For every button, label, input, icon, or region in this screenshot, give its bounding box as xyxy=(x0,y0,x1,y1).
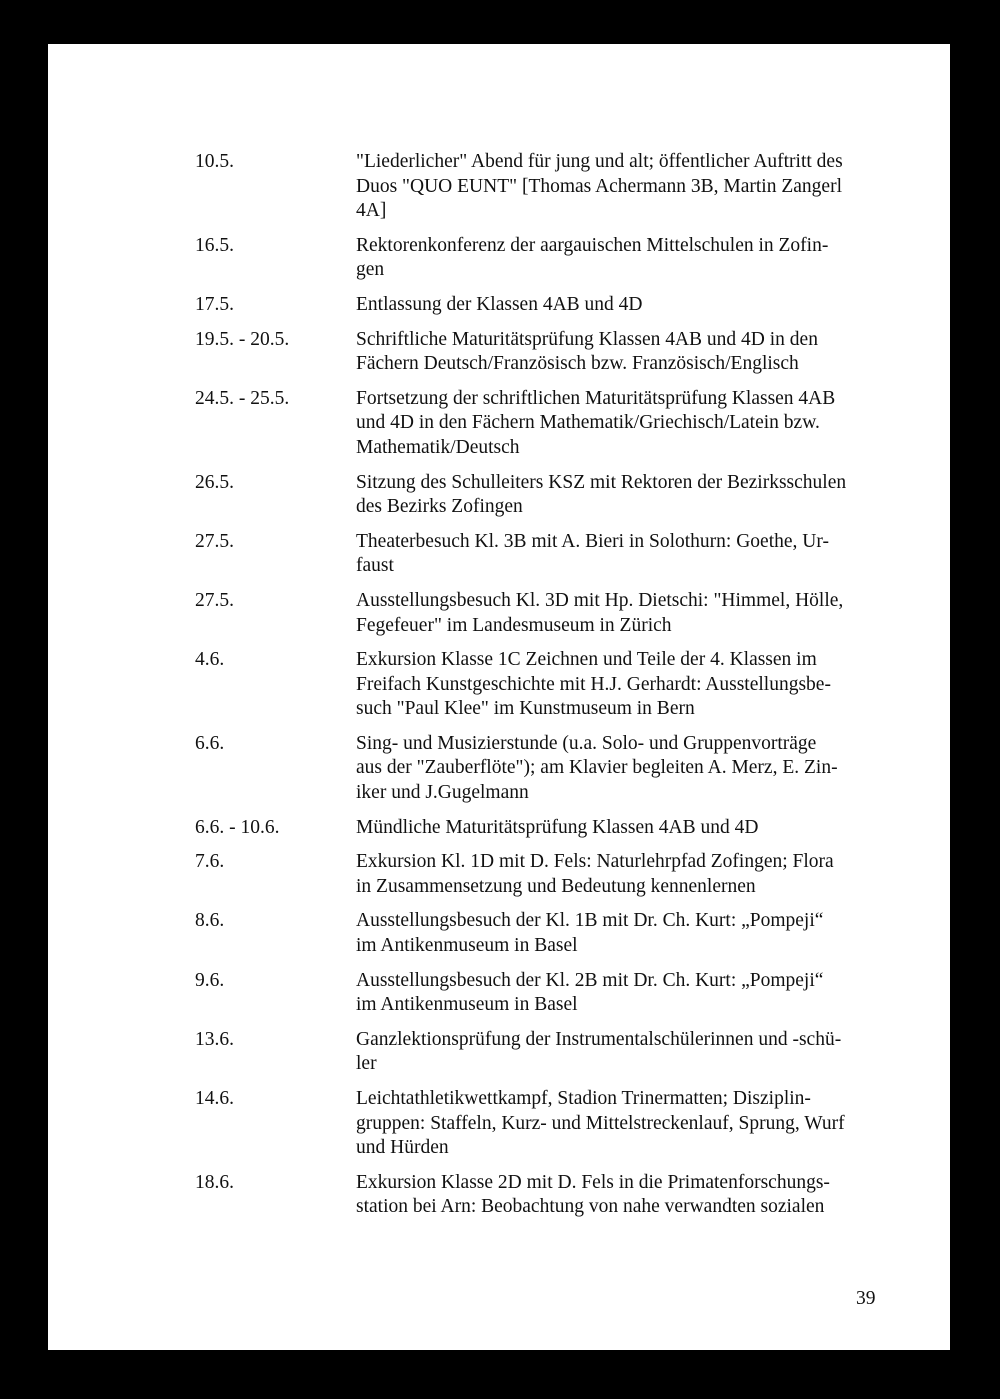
entry-date: 16.5. xyxy=(195,234,234,256)
entry-date: 6.6. xyxy=(195,732,225,754)
entry-text: Schriftliche Maturitätsprüfung Klassen 4AB und 4D in den Fächern Deutsch/Französisch bzw. Französisch/Englisch xyxy=(356,328,818,375)
chronicle-entry xyxy=(195,1087,929,1161)
entry-text: Leichtathletikwettkampf, Stadion Trinermatten; Disziplin- gruppen: Staffeln, Kurz- und Mittelstreckenlauf, Sprung, Wurf und Hürden xyxy=(356,1088,845,1159)
entry-date: 19.5. - 20.5. xyxy=(195,328,290,350)
scan-border xyxy=(0,0,4,1399)
chronicle-entry xyxy=(195,850,929,899)
entry-date: 17.5. xyxy=(195,293,234,315)
chronicle-entry xyxy=(195,387,929,461)
chronicle-entry xyxy=(195,530,929,579)
chronicle-entry xyxy=(195,150,929,224)
entry-date: 27.5. xyxy=(195,589,234,611)
chronicle-entry xyxy=(195,816,929,841)
entry-text: Ganzlektionsprüfung der Instrumentalschülerinnen und -schü- ler xyxy=(356,1028,842,1075)
entry-date: 7.6. xyxy=(195,851,225,873)
page-number: 39 xyxy=(856,1288,876,1309)
entry-text: Sing- und Musizierstunde (u.a. Solo- und Gruppenvorträge aus der "Zauberflöte"); am Klavier begleiten A. Merz, E. Zin- iker und J.Gugelmann xyxy=(356,732,838,804)
entry-text: Exkursion Kl. 1D mit D. Fels: Naturlehrpfad Zofingen; Flora in Zusammensetzung und Bedeutung kennenlernen xyxy=(356,851,834,897)
entry-date: 4.6. xyxy=(195,649,225,671)
chronicle-entry xyxy=(195,909,929,958)
chronicle-entry xyxy=(195,732,929,806)
entry-date: 24.5. - 25.5. xyxy=(195,387,290,409)
chronicle-list xyxy=(195,150,929,1230)
entry-text: Sitzung des Schulleiters KSZ mit Rektoren der Bezirksschulen des Bezirks Zofingen xyxy=(356,471,847,518)
entry-date: 26.5. xyxy=(195,471,234,493)
entry-date: 14.6. xyxy=(195,1088,234,1109)
entry-date: 13.6. xyxy=(195,1028,234,1050)
chronicle-entry xyxy=(195,1028,929,1077)
entry-text: Ausstellungsbesuch Kl. 3D mit Hp. Dietschi: "Himmel, Hölle, Fegefeuer" im Landesmuseum in Zürich xyxy=(356,589,844,636)
entry-text: Ausstellungsbesuch der Kl. 1B mit Dr. Ch. Kurt: „Pompeji“ im Antikenmuseum in Basel xyxy=(356,910,824,957)
entry-text: Fortsetzung der schriftlichen Maturitätsprüfung Klassen 4AB und 4D in den Fächern Mathematik/Griechisch/Latein bzw. Mathematik/Deutsch xyxy=(356,387,836,458)
entry-text: Exkursion Klasse 2D mit D. Fels in die Primatenforschungs- station bei Arn: Beobachtung von nahe verwandten sozialen xyxy=(356,1171,830,1218)
chronicle-entry xyxy=(195,234,929,283)
entry-text: Entlassung der Klassen 4AB und 4D xyxy=(356,293,643,315)
chronicle-entry xyxy=(195,471,929,520)
entry-text: Exkursion Klasse 1C Zeichnen und Teile der 4. Klassen im Freifach Kunstgeschichte mit H.J. Gerhardt: Ausstellungsbe- such "Paul Klee" im Kunstmuseum in Bern xyxy=(356,649,831,720)
chronicle-entry xyxy=(195,328,929,377)
chronicle-entry xyxy=(195,648,929,722)
document-page xyxy=(48,44,950,1350)
entry-text: "Liederlicher" Abend für jung und alt; öffentlicher Auftritt des Duos "QUO EUNT" [Thomas Achermann 3B, Martin Zangerl 4A] xyxy=(356,151,843,222)
chronicle-entry xyxy=(195,589,929,638)
entry-text: Theaterbesuch Kl. 3B mit A. Bieri in Solothurn: Goethe, Ur- faust xyxy=(356,530,829,577)
chronicle-entry xyxy=(195,969,929,1018)
entry-date: 10.5. xyxy=(195,151,234,172)
entry-date: 8.6. xyxy=(195,910,225,932)
entry-text: Rektorenkonferenz der aargauischen Mittelschulen in Zofin- gen xyxy=(356,234,829,281)
entry-text: Mündliche Maturitätsprüfung Klassen 4AB und 4D xyxy=(356,816,759,838)
entry-date: 9.6. xyxy=(195,969,225,991)
entry-date: 6.6. - 10.6. xyxy=(195,816,280,838)
entry-date: 18.6. xyxy=(195,1171,234,1193)
entry-date: 27.5. xyxy=(195,530,234,552)
entry-text: Ausstellungsbesuch der Kl. 2B mit Dr. Ch. Kurt: „Pompeji“ im Antikenmuseum in Basel xyxy=(356,969,824,1016)
chronicle-entry xyxy=(195,1171,929,1220)
chronicle-entry xyxy=(195,293,929,318)
